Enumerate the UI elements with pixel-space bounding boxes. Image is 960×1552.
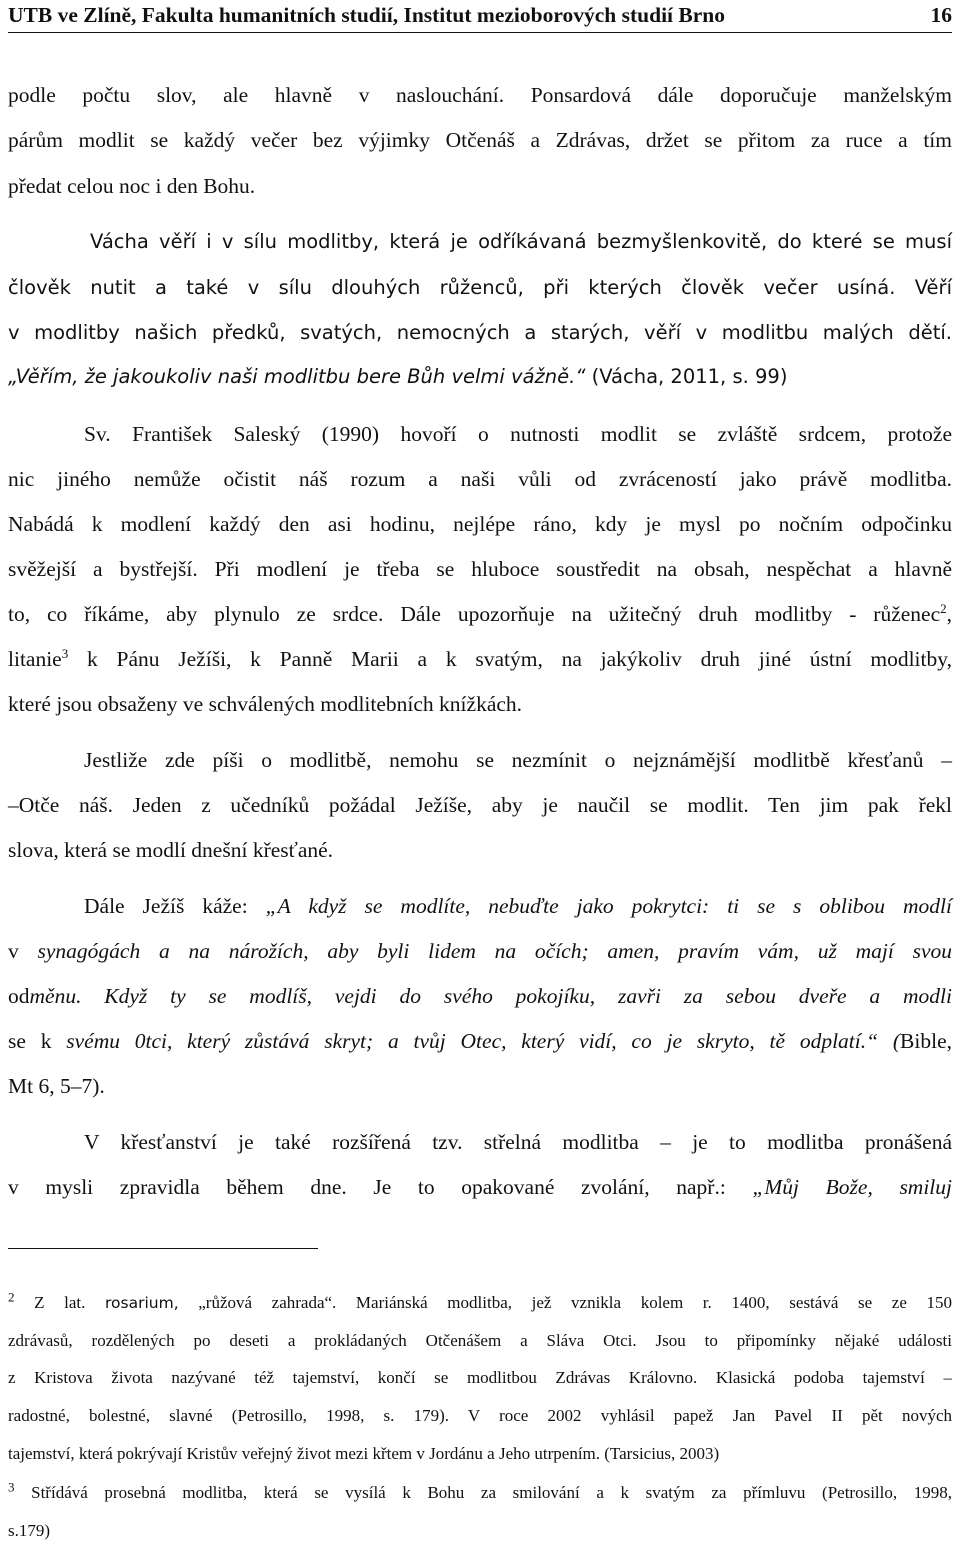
text-run: Z lat. — [14, 1293, 105, 1312]
quote: „A když se modlíte, nebuďte jako pokrytci: ti se s oblibou modlí — [265, 894, 952, 918]
paragraph-line: podle počtu slov, ale hlavně v naslouchání. Ponsardová dále doporučuje manželským — [8, 83, 952, 107]
paragraph-line: slova, která se modlí dnešní křesťané. — [8, 838, 334, 862]
page-header — [8, 2, 952, 33]
footnote-2 — [8, 1289, 952, 1314]
paragraph-line: nic jiného nemůže očistit náš rozum a naši vůli od zvráceností jako právě modlitba. — [8, 467, 952, 491]
quote: svému 0tci, který zůstává skryt; a tvůj Otec, který vidí, co je skryto, tě odplatí.“ ( — [66, 1029, 901, 1053]
paragraph-line: svěžejší a bystřejší. Při modlení je třeba se hluboce soustředit na obsah, nespěchat a hlavně — [8, 557, 952, 581]
text-run: v — [8, 939, 38, 963]
paragraph-line: člověk nutit a také v sílu dlouhých růženců, při kterých člověk večer usíná. Věří — [8, 276, 952, 299]
text-run: od — [8, 984, 30, 1008]
paragraph-line: Vácha věří i v sílu modlitby, která je odříkávaná bezmyšlenkovitě, do které se musí — [90, 230, 952, 253]
header-title: UTB ve Zlíně, Fakulta humanitních studií, Institut mezioborových studií Brno — [8, 3, 725, 27]
paragraph-line: v modlitby našich předků, svatých, nemocných a starých, věří v modlitbu malých dětí. — [8, 321, 952, 344]
paragraph-line — [8, 1028, 952, 1054]
footnote-separator — [8, 1248, 318, 1249]
quote: „Můj Bože, smiluj — [752, 1175, 953, 1199]
paragraph-line: párům modlit se každý večer bez výjimky Otčenáš a Zdrávas, držet se přitom za ruce a tím — [8, 128, 952, 152]
paragraph-line: –Otče náš. Jeden z učedníků požádal Ježíše, aby je naučil se modlit. Ten jim pak řekl — [8, 793, 952, 817]
text-run: litanie — [8, 647, 62, 671]
paragraph-line — [8, 646, 952, 672]
text-run: to, co říkáme, aby plynulo ze srdce. Dále upozorňuje na užitečný druh modlitby - růženec — [8, 602, 941, 626]
text-run: rosarium, — [105, 1294, 179, 1312]
paragraph-line — [8, 938, 952, 964]
paragraph-line: Nabádá k modlení každý den asi hodinu, nejlépe ráno, kdy je mysl po nočním odpočinku — [8, 512, 952, 536]
paragraph-line — [84, 893, 952, 919]
citation: (Vácha, 2011, s. 99) — [585, 365, 788, 388]
citation: Bible, — [900, 1029, 952, 1053]
quote: synagógách a na nárožích, aby byli lidem na očích; amen, pravím vám, už mají svou — [37, 939, 952, 963]
paragraph-line: Jestliže zde píši o modlitbě, nemohu se nezmínit o nejznámější modlitbě křesťanů – — [84, 748, 952, 772]
footnote-number: 3 — [8, 1479, 15, 1495]
text-run: k Pánu Ježíši, k Panně Marii a k svatým, na jakýkoliv druh jiné ústní modlitby, — [68, 647, 952, 671]
paragraph-line — [8, 601, 952, 627]
footnote-line: radostné, bolestné, slavné (Petrosillo, 1998, s. 179). V roce 2002 vyhlásil papež Jan Pavel II pět nových — [8, 1406, 952, 1425]
text-run: se k — [8, 1029, 67, 1053]
paragraph-line: V křesťanství je také rozšířená tzv. střelná modlitba – je to modlitba pronášená — [84, 1130, 952, 1154]
text-run: Střídává prosebná modlitba, která se vysílá k Bohu za smilování a k svatým za přímluvu (Petrosillo, 1998, — [14, 1483, 952, 1502]
paragraph-line: Mt 6, 5–7). — [8, 1074, 105, 1098]
paragraph-line — [8, 1174, 952, 1200]
text-run: Dále Ježíš káže: — [84, 894, 266, 918]
text-run: „růžová zahrada“. Mariánská modlitba, jež vznikla kolem r. 1400, sestává se ze 150 — [178, 1293, 952, 1312]
quote: „Věřím, že jakoukoliv naši modlitbu bere Bůh velmi vážně.“ — [8, 365, 586, 388]
text-run: , — [946, 602, 952, 626]
footnote-3 — [8, 1479, 952, 1504]
footnote-line: zdrávasů, rozdělených po deseti a prokládaných Otčenášem a Sláva Otci. Jsou to připomínky nějaké události — [8, 1331, 952, 1350]
paragraph-line — [8, 364, 952, 390]
footnote-line: s.179) — [8, 1521, 51, 1540]
paragraph-line: předat celou noc i den Bohu. — [8, 174, 256, 198]
paragraph-line — [8, 983, 952, 1009]
paragraph-line: Sv. František Saleský (1990) hovoří o nutnosti modlit se zvláště srdcem, protože — [84, 422, 952, 446]
footnote-line: z Kristova života nazývané též tajemství, končí se modlitbou Zdrávas Královno. Klasická podoba tajemství – — [8, 1368, 952, 1387]
paragraph-line: které jsou obsaženy ve schválených modlitebních knížkách. — [8, 692, 523, 716]
footnote-line: tajemství, která pokrývají Kristův veřejný život mezi křtem v Jordánu a Jeho utrpením. (Tarsicius, 2003) — [8, 1444, 720, 1463]
footnote-ref[interactable]: 2 — [940, 600, 947, 616]
footnote-ref[interactable]: 3 — [61, 645, 69, 661]
footnote-number: 2 — [8, 1289, 15, 1305]
quote: měnu. Když ty se modlíš, vejdi do svého pokojíku, zavři za sebou dveře a modli — [29, 984, 952, 1008]
text-run: v mysli zpravidla během dne. Je to opakované zvolání, např.: — [8, 1175, 753, 1199]
page-number: 16 — [930, 3, 952, 27]
